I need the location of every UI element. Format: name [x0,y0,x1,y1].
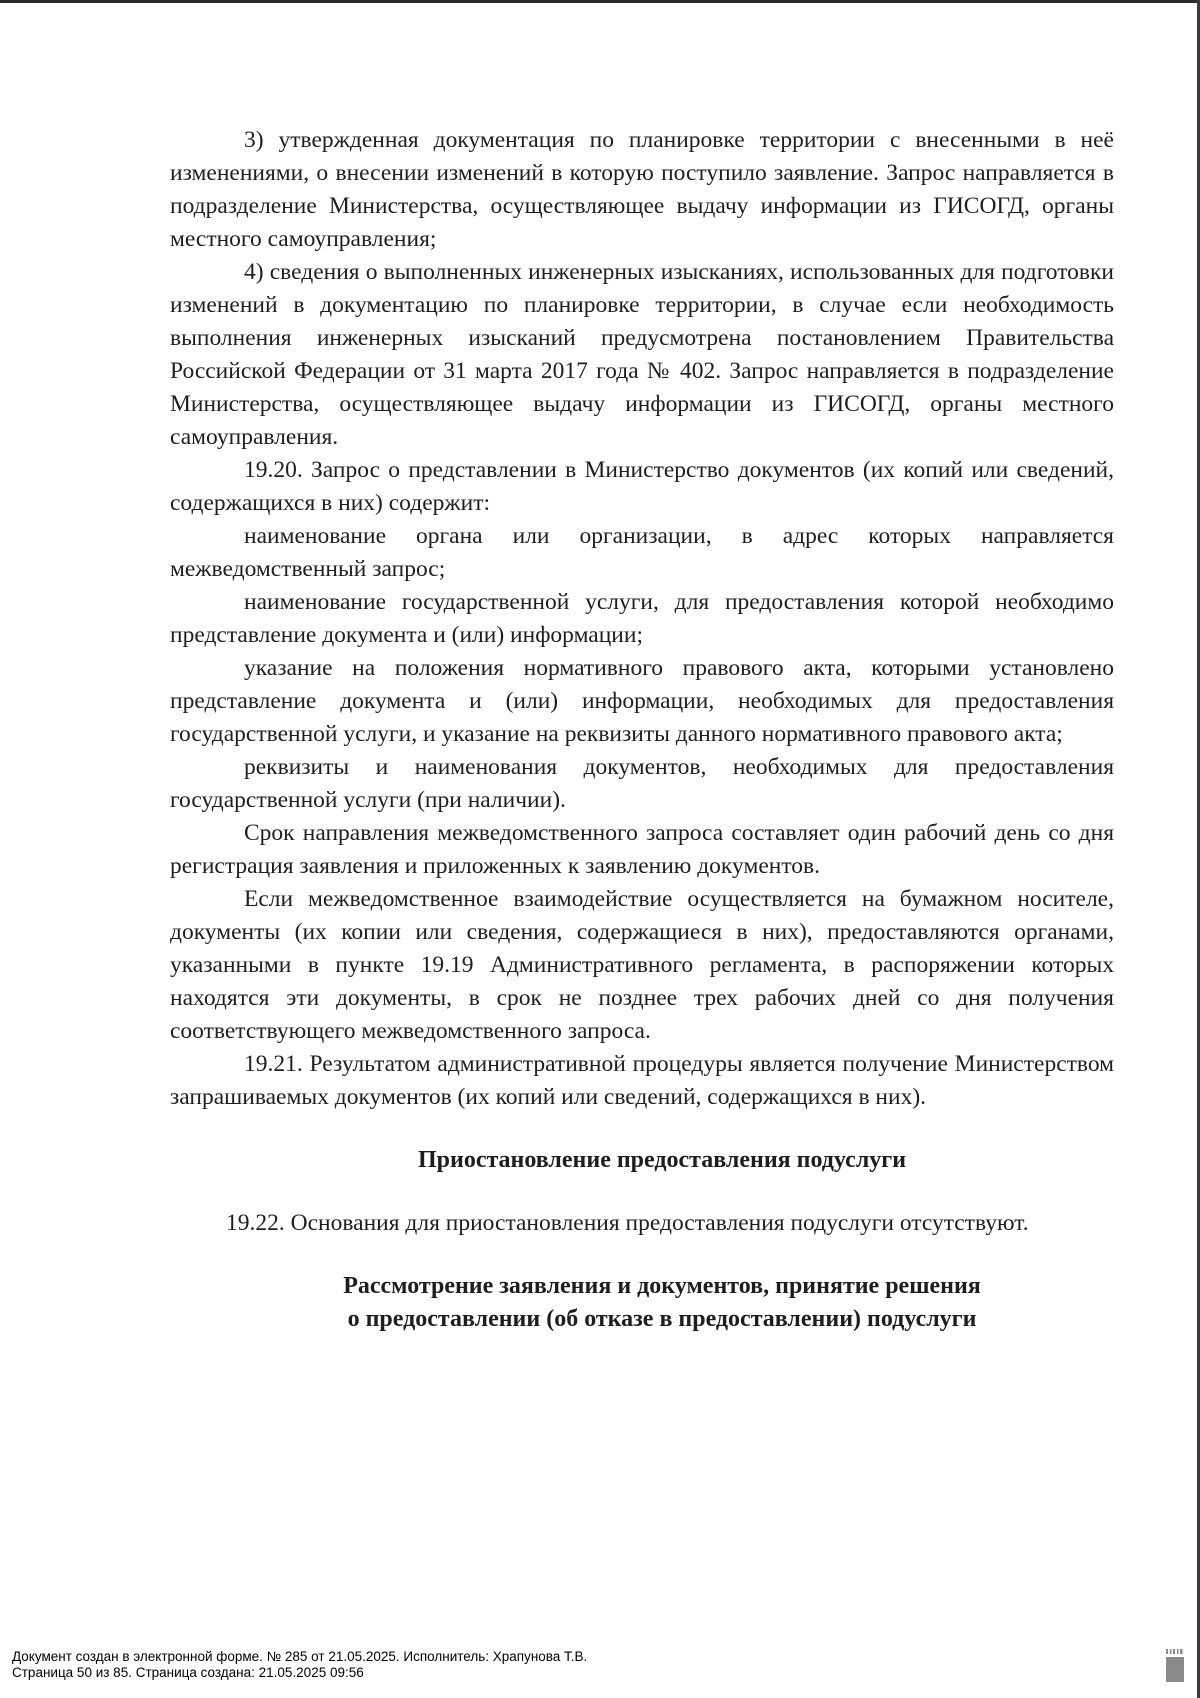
section-heading-suspension: Приостановление предоставления подуслуги [417,1147,907,1173]
document-footer [12,1649,587,1681]
section-heading-review-line2: о предоставлении (об отказе в предоставлении) подуслуги [347,1306,977,1332]
page-top-border [0,0,1200,3]
paragraph-service-name: наименование государственной услуги, для предоставления которой необходимо представление документа и (или) информации; [170,589,1114,648]
footer-line-document-info: Документ создан в электронной форме. № 285 от 21.05.2025. Исполнитель: Храпунова Т.В. [12,1649,588,1664]
section-heading-review [170,1270,1114,1336]
paragraph-19-20: 19.20. Запрос о представлении в Министерство документов (их копий или сведений, содержащихся в них) содержит: [170,457,1114,516]
paragraph-request-recipient: наименование органа или организации, в адрес которых направляется межведомственный запрос; [170,523,1114,582]
paragraph-19-22: 19.22. Основания для приостановления предоставления подуслуги отсутствуют. [226,1210,1029,1236]
paragraph-document-details: реквизиты и наименования документов, необходимых для предоставления государственной услуги (при наличии). [170,754,1114,813]
document-page [170,124,1114,1336]
paragraph-legal-act: указание на положения нормативного правового акта, которыми установлено представление документа и (или) информации, необходимых для предоставления государственной услуги, и указание на реквизиты данного нормативного правового акта; [170,655,1114,747]
paragraph-paper-interaction: Если межведомственное взаимодействие осуществляется на бумажном носителе, документы (их копии или сведения, содержащиеся в них), предоставляются органами, указанными в пункте 19.19 Административного регламента, в распоряжении которых находятся эти документы, в срок не позднее трех рабочих дней со дня получения соответствующего межведомственного запроса. [170,886,1114,1044]
paragraph-item-4: 4) сведения о выполненных инженерных изысканиях, использованных для подготовки изменений в документацию по планировке территории, в случае если необходимость выполнения инженерных изысканий предусмотрена постановлением Правительства Российской Федерации от 31 марта 2017 года № 402. Запрос направляется в подразделение Министерства, осуществляющее выдачу информации из ГИСОГД, органы местного самоуправления. [170,259,1114,450]
paragraph-request-deadline: Срок направления межведомственного запроса составляет один рабочий день со дня регистрация заявления и приложенных к заявлению документов. [170,820,1114,879]
barcode-stamp-icon [1165,1649,1185,1683]
paragraph-item-3: 3) утвержденная документация по планировке территории с внесенными в неё изменениями, о внесении изменений в которую поступило заявление. Запрос направляется в подразделение Министерства, осуществляющее выдачу информации из ГИСОГД, органы местного самоуправления; [170,127,1114,252]
paragraph-19-21: 19.21. Результатом административной процедуры является получение Министерством запрашиваемых документов (их копий или сведений, содержащихся в них). [170,1051,1114,1110]
footer-line-page-info: Страница 50 из 85. Страница создана: 21.05.2025 09:56 [12,1665,364,1680]
section-heading-review-line1: Рассмотрение заявления и документов, принятие решения [343,1273,981,1299]
